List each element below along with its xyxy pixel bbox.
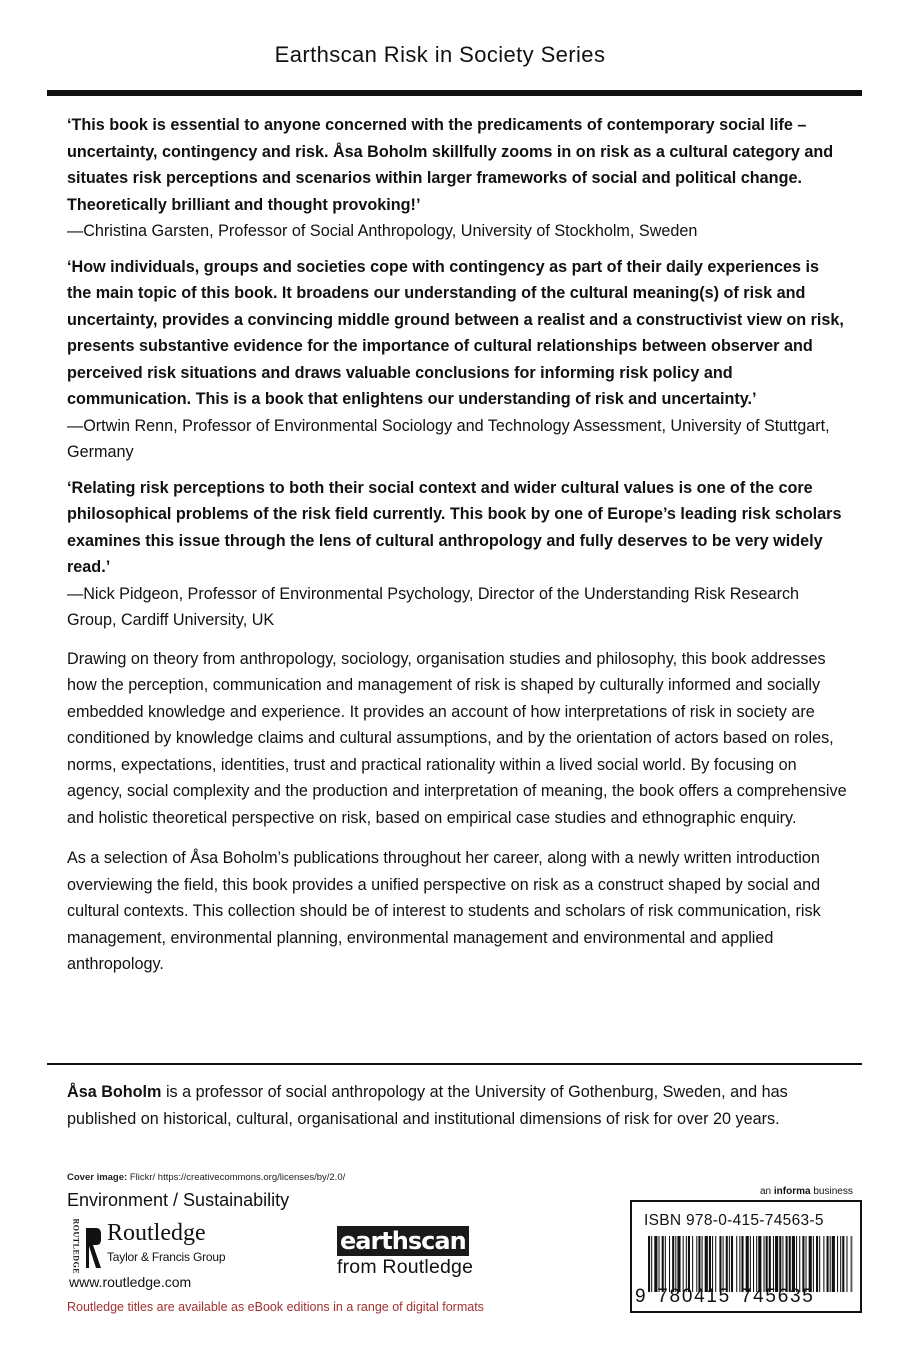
review-quote-text: ‘How individuals, groups and societies cope with contingency as part of their daily experiences is the main topic of this book. It broadens our understanding of the cultural meaning(s) of risk and uncertainty, provides a convincing middle ground between a realist and a constructivist view on risk, presents substantive evidence for the importance of cultural relationships between observer and perceived risk situations and draws valuable conclusions for informing risk policy and communication. This is a book that enlightens our understanding of risk and uncertainty.’ — [67, 257, 844, 408]
barcode-bar — [802, 1236, 804, 1292]
barcode-bar — [806, 1236, 807, 1292]
barcode-bar — [816, 1236, 818, 1292]
routledge-emblem-icon — [83, 1226, 103, 1270]
barcode-bar — [832, 1236, 835, 1292]
barcode-bar — [648, 1236, 650, 1292]
barcode-bar — [819, 1236, 820, 1292]
barcode-bar — [750, 1236, 751, 1292]
barcode-bar — [766, 1236, 768, 1292]
barcode-bar — [702, 1236, 703, 1292]
barcode-bar — [823, 1236, 824, 1292]
barcode-bar — [764, 1236, 765, 1292]
barcode-bar — [753, 1236, 754, 1292]
barcode-bar — [659, 1236, 660, 1292]
barcode-bar — [769, 1236, 771, 1292]
barcode-bar — [851, 1236, 852, 1292]
cover-credit-text: Flickr/ https://creativecommons.org/licenses/by/2.0/ — [127, 1172, 346, 1183]
earthscan-logo — [337, 1226, 507, 1279]
barcode-bar — [756, 1236, 757, 1292]
barcode-bar — [739, 1236, 740, 1292]
barcode-bar — [827, 1236, 829, 1292]
barcode-bar — [837, 1236, 838, 1292]
barcode-bar — [779, 1236, 781, 1292]
routledge-vertical-text: ROUTLEDGE — [71, 1218, 81, 1275]
earthscan-wordmark: earthscan — [337, 1226, 469, 1256]
barcode-bar — [692, 1236, 693, 1292]
informa-prefix: an — [760, 1186, 774, 1197]
routledge-vertical-wordmark — [67, 1218, 83, 1275]
barcode-bar — [729, 1236, 730, 1292]
routledge-group: Taylor & Francis Group — [107, 1250, 226, 1264]
barcode-bar — [758, 1236, 761, 1292]
barcode-bar — [677, 1236, 680, 1292]
barcode-bar — [809, 1236, 812, 1292]
publisher-url[interactable]: www.routledge.com — [69, 1274, 192, 1290]
review-attribution: —Nick Pidgeon, Professor of Environmental Psychology, Director of the Understanding Risk Research Group, Cardiff University, UK — [67, 584, 800, 629]
description-paragraph-1: Drawing on theory from anthropology, sociology, organisation studies and philosophy, this book addresses how the perception, communication and management of risk is shaped by culturally informed and socially embedded knowledge and experience. It provides an account of how interpretations of risk in society are conditioned by knowledge claims and cultural assumptions, and by the orientation of actors based on roles, norms, expectations, identities, trust and practical rationality within a lived social world. By focusing on agency, social complexity and the production and interpretation of meaning, the book offers a comprehensive and holistic theoretical perspective on risk, based on empirical case studies and ethnographic enquiry. — [67, 649, 847, 827]
barcode-bar — [736, 1236, 737, 1292]
barcode-bar — [792, 1236, 795, 1292]
barcode-bar — [715, 1236, 716, 1292]
barcode-bar — [840, 1236, 841, 1292]
isbn-digit-group-1: 780415 — [657, 1286, 731, 1307]
routledge-name: Routledge — [107, 1220, 206, 1246]
barcode-bar — [669, 1236, 670, 1292]
back-cover-content — [67, 112, 847, 978]
barcode-bar — [662, 1236, 664, 1292]
barcode-bar — [830, 1236, 831, 1292]
subject-category: Environment / Sustainability — [67, 1190, 290, 1210]
informa-business-mark — [760, 1186, 853, 1197]
barcode-graphic — [648, 1236, 853, 1292]
author-name: Åsa Boholm — [67, 1083, 162, 1101]
barcode-bar — [773, 1236, 774, 1292]
barcode-bar — [746, 1236, 749, 1292]
informa-suffix: business — [810, 1186, 853, 1197]
routledge-logo — [67, 1218, 267, 1275]
barcode-bar — [723, 1236, 724, 1292]
description-paragraph-2: As a selection of Åsa Boholm’s publications throughout her career, along with a newly written introduction overviewing the field, this book provides a unified perspective on risk as a construct shaped by social and cultural contexts. This collection should be of interest to students and scholars of risk communication, risk management, environmental planning, environmental management and environmental and applied anthropology. — [67, 849, 821, 973]
section-divider — [47, 1063, 862, 1065]
barcode-bar — [709, 1236, 711, 1292]
review-quote-1 — [67, 112, 847, 245]
author-bio-text: is a professor of social anthropology at the University of Gothenburg, Sweden, and has published on historical, cultural, organisational and institutional dimensions of risk for over 20 years. — [67, 1083, 788, 1128]
review-quote-2 — [67, 254, 847, 466]
barcode-bar — [846, 1236, 847, 1292]
barcode-bar — [775, 1236, 778, 1292]
isbn-digits — [635, 1286, 861, 1308]
informa-brand: informa — [773, 1186, 811, 1197]
series-title: Earthscan Risk in Society Series — [274, 42, 606, 67]
barcode-bar — [672, 1236, 674, 1292]
barcode-bar — [696, 1236, 697, 1292]
isbn-barcode-box — [630, 1200, 862, 1313]
barcode-bar — [675, 1236, 676, 1292]
barcode-bar — [796, 1236, 797, 1292]
barcode-bar — [651, 1236, 652, 1292]
barcode-bar — [842, 1236, 844, 1292]
review-quote-text: ‘This book is essential to anyone concerned with the predicaments of contemporary social life – uncertainty, contingency and risk. Åsa Boholm skillfully zooms in on risk as a cultural category and situates risk perceptions and scenarios within larger frameworks of social and political change. Theoretically brilliant and thought provoking!’ — [67, 116, 834, 214]
cover-image-credit — [67, 1172, 345, 1183]
barcode-bar — [698, 1236, 700, 1292]
review-attribution: —Ortwin Renn, Professor of Environmental Sociology and Technology Assessment, University of Stuttgart, Germany — [67, 416, 830, 461]
barcode-bar — [813, 1236, 814, 1292]
ebook-availability-note: Routledge titles are available as eBook editions in a range of digital formats — [67, 1300, 484, 1314]
isbn-lead-digit: 9 — [635, 1286, 648, 1307]
barcode-bar — [782, 1236, 783, 1292]
cover-credit-label: Cover image: — [67, 1172, 128, 1183]
review-quote-text: ‘Relating risk perceptions to both their social context and wider cultural values is one of the core philosophical problems of the risk field currently. This book by one of Europe’s leading risk scholars examines this issue through the lens of cultural anthropology and fully deserves to be very widely read.’ — [67, 478, 842, 576]
barcode-bar — [731, 1236, 733, 1292]
barcode-bar — [686, 1236, 687, 1292]
barcode-bar — [799, 1236, 800, 1292]
barcode-bar — [683, 1236, 684, 1292]
top-rule — [47, 90, 862, 96]
barcode-bar — [719, 1236, 721, 1292]
barcode-bar — [654, 1236, 657, 1292]
isbn-label: ISBN 978-0-415-74563-5 — [644, 1212, 824, 1229]
isbn-digit-group-2: 745635 — [740, 1286, 815, 1307]
barcode-bar — [789, 1236, 791, 1292]
barcode-bar — [741, 1236, 743, 1292]
barcode-bar — [705, 1236, 708, 1292]
author-bio — [67, 1079, 852, 1132]
barcode-bar — [786, 1236, 788, 1292]
barcode-bar — [688, 1236, 690, 1292]
barcode-bar — [665, 1236, 666, 1292]
barcode-bar — [712, 1236, 713, 1292]
earthscan-subtitle: from Routledge — [337, 1256, 474, 1278]
barcode-bar — [726, 1236, 728, 1292]
review-attribution: —Christina Garsten, Professor of Social Anthropology, University of Stockholm, Sweden — [67, 222, 698, 240]
review-quote-3 — [67, 475, 847, 634]
